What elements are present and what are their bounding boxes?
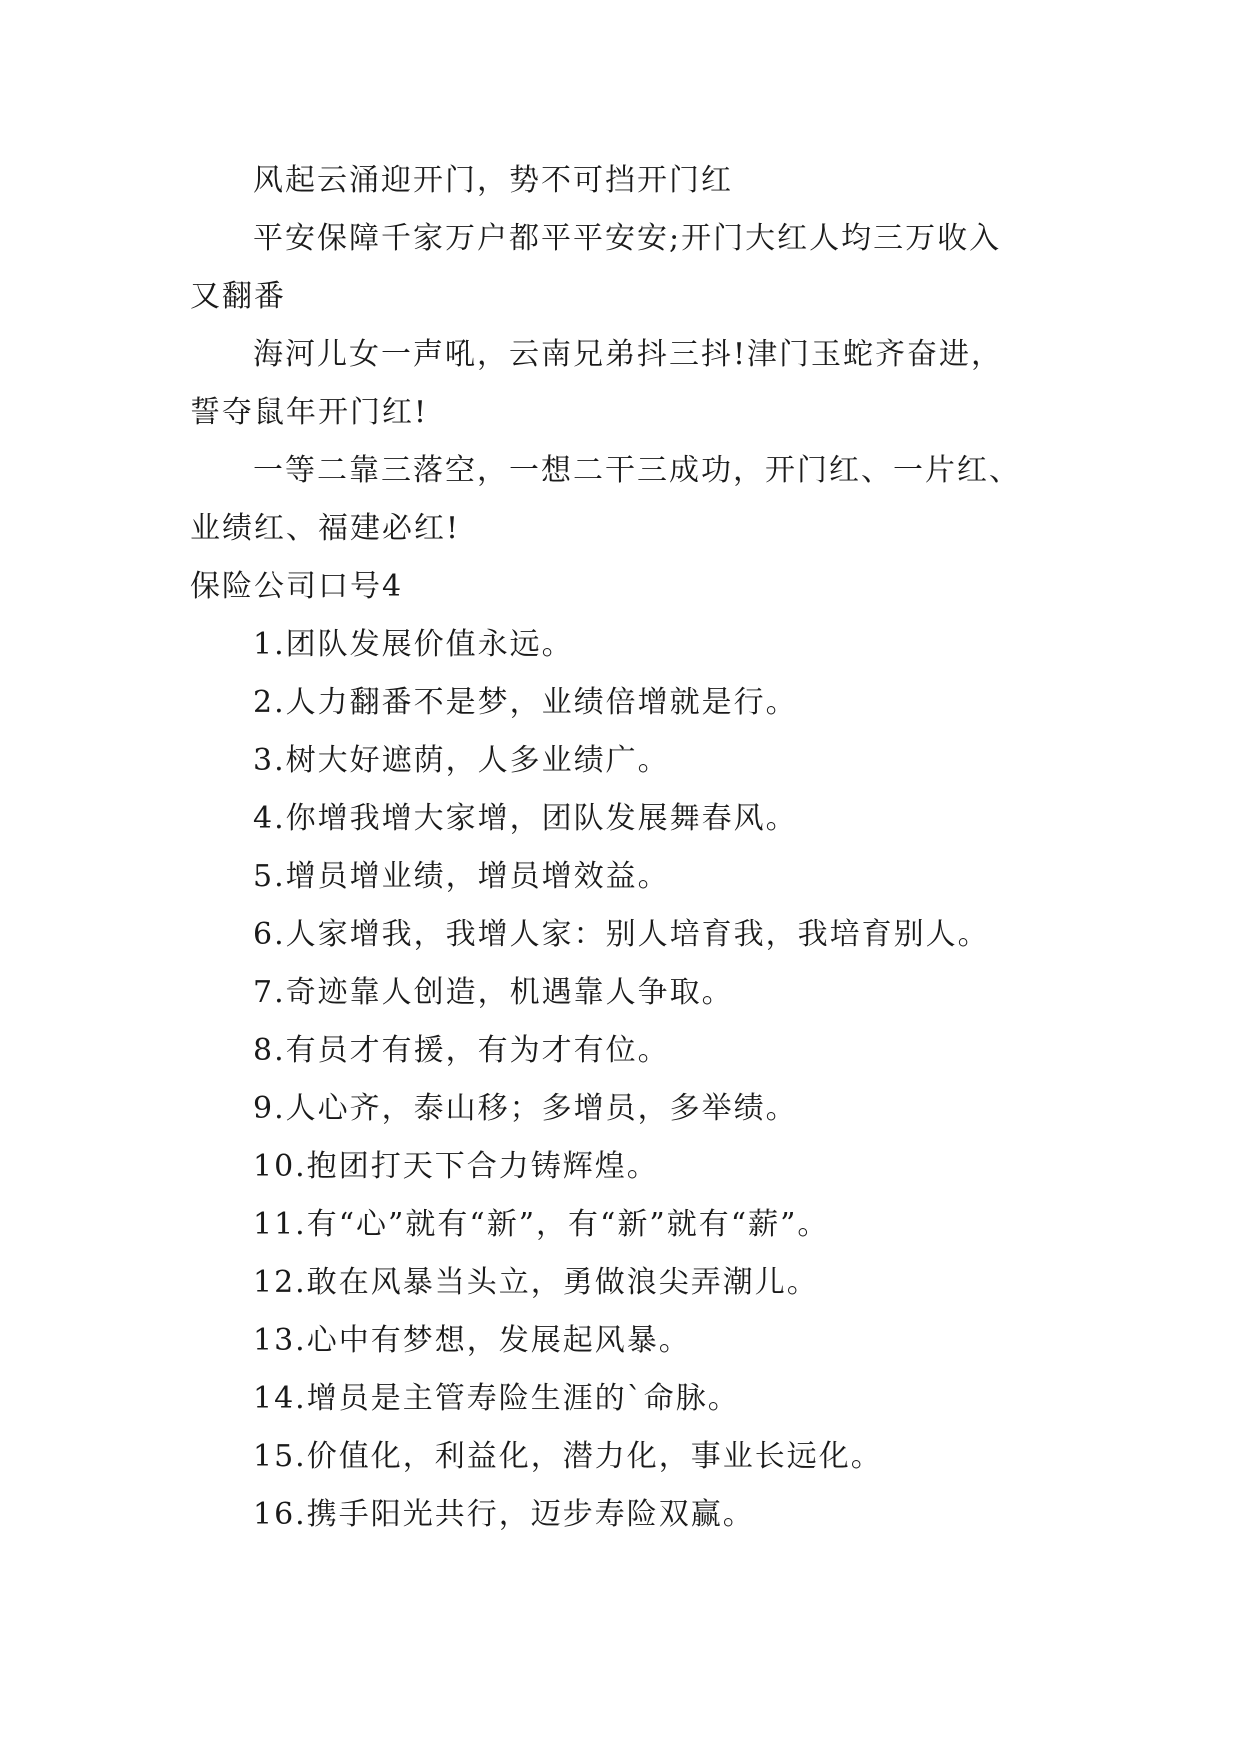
section-heading: 保险公司口号4 xyxy=(190,569,404,604)
slogan-list xyxy=(190,616,1070,1544)
paragraph-line: 又翻番 xyxy=(190,279,286,314)
paragraph-line: 风起云涌迎开门，势不可挡开门红 xyxy=(253,163,733,198)
list-item: 3.树大好遮荫，人多业绩广。 xyxy=(253,743,670,778)
paragraph-line: 业绩红、福建必红! xyxy=(190,511,461,546)
list-item: 7.奇迹靠人创造，机遇靠人争取。 xyxy=(253,975,734,1010)
list-item: 9.人心齐，泰山移；多增员，多举绩。 xyxy=(253,1091,798,1126)
paragraph-line: 一等二靠三落空，一想二干三成功，开门红、一片红、 xyxy=(253,453,1021,488)
paragraph-line: 海河儿女一声吼，云南兄弟抖三抖!津门玉蛇齐奋进， xyxy=(253,337,1004,372)
list-item: 11.有“心”就有“新”，有“新”就有“薪”。 xyxy=(253,1207,830,1242)
list-item: 12.敢在风暴当头立，勇做浪尖弄潮儿。 xyxy=(253,1265,819,1300)
list-item: 16.携手阳光共行，迈步寿险双赢。 xyxy=(253,1497,755,1532)
paragraph-2 xyxy=(190,210,1070,326)
paragraph-4 xyxy=(190,442,1070,558)
list-item: 2.人力翻番不是梦，业绩倍增就是行。 xyxy=(253,685,798,720)
list-item: 15.价值化，利益化，潜力化，事业长远化。 xyxy=(253,1439,883,1474)
paragraph-1 xyxy=(190,152,1070,210)
paragraph-line: 誓夺鼠年开门红! xyxy=(190,395,429,430)
list-item: 10.抱团打天下合力铸辉煌。 xyxy=(253,1149,659,1184)
list-item: 13.心中有梦想，发展起风暴。 xyxy=(253,1323,691,1358)
list-item: 1.团队发展价值永远。 xyxy=(253,627,574,662)
list-item: 5.增员增业绩，增员增效益。 xyxy=(253,859,670,894)
document-body xyxy=(190,152,1070,1544)
list-item: 6.人家增我，我增人家：别人培育我，我培育别人。 xyxy=(253,917,990,952)
list-item: 4.你增我增大家增，团队发展舞春风。 xyxy=(253,801,798,836)
paragraph-3 xyxy=(190,326,1070,442)
list-item: 8.有员才有援，有为才有位。 xyxy=(253,1033,670,1068)
list-item: 14.增员是主管寿险生涯的`命脉。 xyxy=(253,1381,740,1416)
paragraph-line: 平安保障千家万户都平平安安;开门大红人均三万收入 xyxy=(253,221,1002,256)
